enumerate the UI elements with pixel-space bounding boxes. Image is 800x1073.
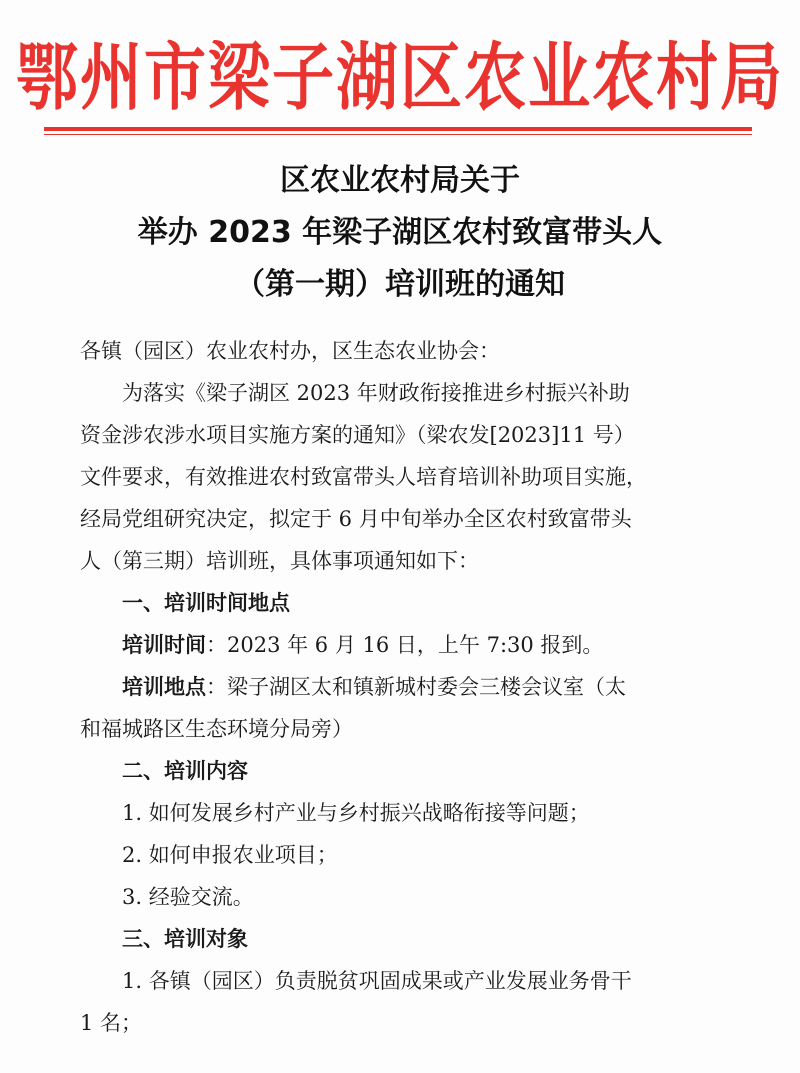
letterhead-red-rule-thin: [44, 134, 752, 135]
intro-line: 人（第三期）培训班，具体事项通知如下：: [80, 549, 479, 573]
audience-item: 1. 各镇（园区）负责脱贫巩固成果或产业发展业务骨干: [122, 969, 632, 993]
intro-paragraph: [80, 372, 728, 582]
training-time-value: ：2023 年 6 月 16 日，上午 7:30 报到。: [206, 633, 604, 657]
intro-line: 资金涉农涉水项目实施方案的通知》（梁农发[2023]11 号）: [80, 423, 635, 447]
letterhead-red-rule-thick: [44, 127, 752, 131]
salutation: 各镇（园区）农业农村办，区生态农业协会：: [80, 339, 500, 363]
notice-title: [0, 155, 800, 311]
content-item: 2. 如何申报农业项目；: [122, 843, 338, 867]
content-item: 1. 如何发展乡村产业与乡村振兴战略衔接等问题；: [122, 801, 590, 825]
section-heading-content: 二、培训内容: [122, 759, 248, 783]
intro-line: 经局党组研究决定，拟定于 6 月中旬举办全区农村致富带头: [80, 507, 632, 531]
intro-line: 为落实《梁子湖区 2023 年财政衔接推进乡村振兴补助: [122, 381, 630, 405]
notice-body: [80, 330, 728, 1044]
intro-line: 文件要求，有效推进农村致富带头人培育培训补助项目实施，: [80, 465, 647, 489]
training-time-label: 培训时间: [122, 633, 206, 657]
section-heading-audience: 三、培训对象: [122, 927, 248, 951]
training-place-continued: 和福城路区生态环境分局旁）: [80, 717, 353, 741]
training-place-label: 培训地点: [122, 675, 206, 699]
training-place-value: ：梁子湖区太和镇新城村委会三楼会议室（太: [206, 675, 626, 699]
title-line-3: （第一期）培训班的通知: [235, 267, 565, 302]
training-time: [80, 624, 728, 666]
section-heading-time-place: 一、培训时间地点: [122, 591, 290, 615]
content-item: 3. 经验交流。: [122, 885, 254, 909]
title-line-1: 区农业农村局关于: [280, 163, 520, 198]
audience-item-continued: 1 名；: [80, 1011, 143, 1035]
training-place: [80, 666, 728, 708]
letterhead-title: 鄂州市梁子湖区农业农村局: [15, 33, 784, 121]
title-line-2: 举办 2023 年梁子湖区农村致富带头人: [137, 215, 663, 250]
